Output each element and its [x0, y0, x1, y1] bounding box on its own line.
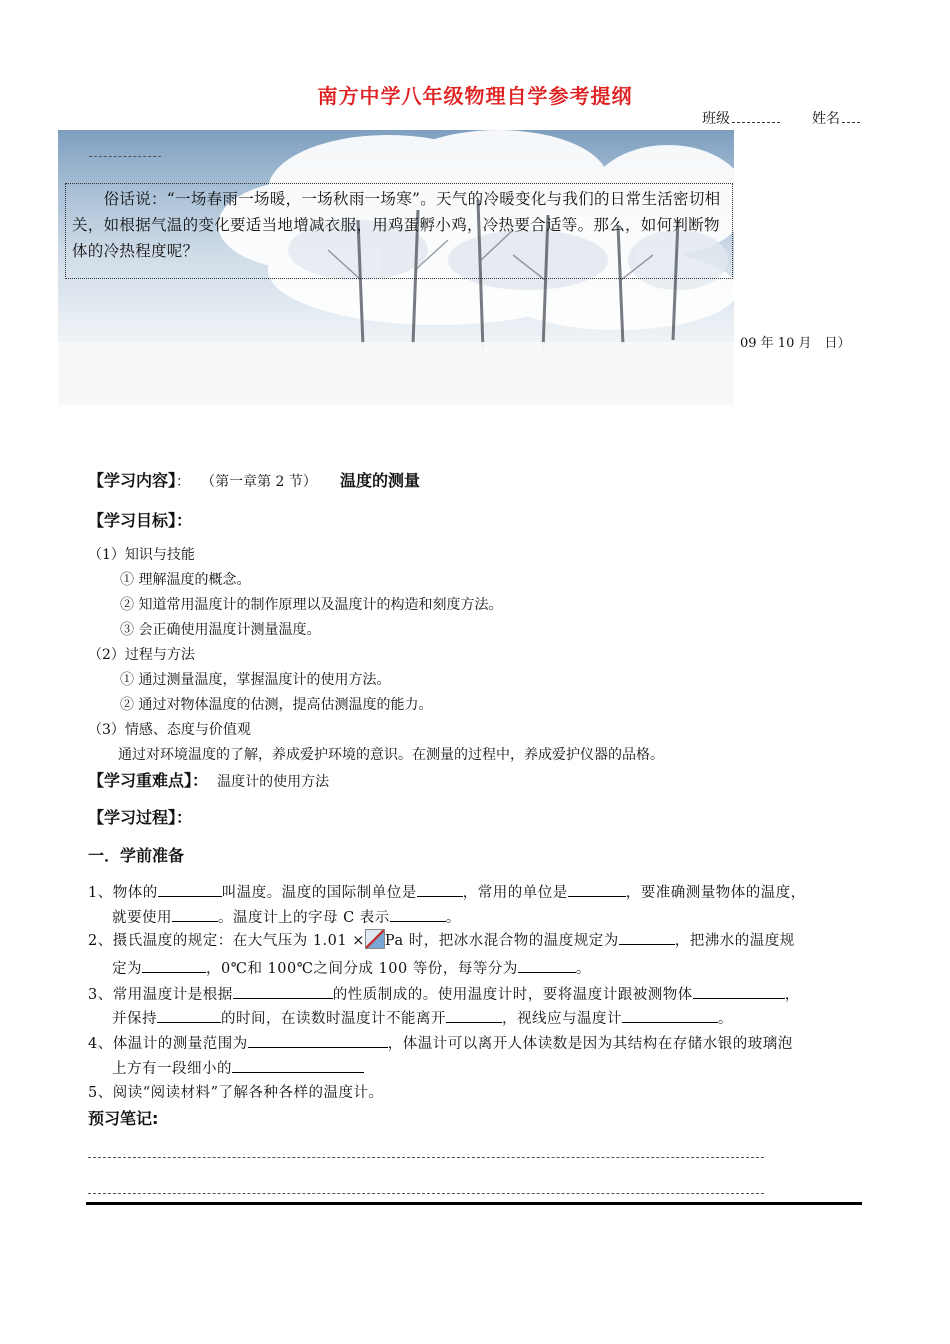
question-text: ，0℃和 100℃之间分成 100 等份，每等分为	[206, 961, 518, 977]
question-text: 并保持	[112, 1011, 157, 1027]
question-text: 4、体温计的测量范围为	[88, 1036, 248, 1052]
answer-blank[interactable]	[172, 906, 218, 922]
question-text: 。温度计上的字母 C 表示	[218, 910, 390, 926]
key-points-text: 温度计的使用方法	[217, 774, 330, 790]
notes-dashed-line[interactable]	[88, 1193, 764, 1194]
bottom-divider	[86, 1202, 862, 1205]
lesson-topic: 温度的测量	[340, 471, 421, 490]
name-label: 姓名	[812, 111, 840, 127]
answer-blank[interactable]	[248, 1032, 388, 1048]
answer-blank[interactable]	[390, 906, 446, 922]
goal-1-title: （1）知识与技能	[88, 547, 195, 563]
question-text: 。	[718, 1011, 733, 1027]
notes-heading: 预习笔记:	[88, 1109, 159, 1128]
exponent-image-icon	[365, 929, 385, 949]
answer-blank[interactable]	[693, 983, 785, 999]
goal-3-text: 通过对环境温度的了解，养成爱护环境的意识。在测量的过程中，养成爱护仪器的品格。	[118, 747, 664, 763]
question-text: 定为	[112, 961, 142, 977]
name-field	[812, 108, 860, 128]
learning-content-row	[88, 468, 420, 491]
class-label: 班级	[702, 111, 730, 127]
question-text: ，常用的单位是	[462, 885, 568, 901]
intro-text-box: 俗话说：“一场春雨一场暖，一场秋雨一场寒”。天气的冷暖变化与我们的日常生活密切相关，如根据气温的变化要适当地增减衣服，用鸡蛋孵小鸡，冷热要合适等。那么，如何判断物体的冷热程度呢？	[65, 183, 733, 279]
goal-2-item: ② 通过对物体温度的估测，提高估测温度的能力。	[120, 697, 433, 713]
answer-blank[interactable]	[233, 983, 333, 999]
question-4-line-1	[88, 1032, 793, 1053]
question-text: ，	[784, 987, 800, 1003]
question-text: 的时间，在读数时温度计不能离开	[221, 1011, 446, 1027]
question-text: ，视线应与温度计	[502, 1011, 622, 1027]
goal-1-item: ② 知道常用温度计的制作原理以及温度计的构造和刻度方法。	[120, 597, 503, 613]
question-text: 上方有一段细小的	[112, 1061, 232, 1077]
question-text: 2、摄氏温度的规定：在大气压为 1.01 ×	[88, 933, 365, 949]
question-2-line-1	[88, 929, 795, 950]
goal-3-title: （3）情感、态度与价值观	[88, 722, 251, 738]
question-3-line-1	[88, 983, 800, 1004]
answer-blank[interactable]	[417, 881, 463, 897]
answer-blank[interactable]	[446, 1007, 502, 1023]
goal-2-title: （2）过程与方法	[88, 647, 195, 663]
page-title: 南方中学八年级物理自学参考提纲	[317, 84, 633, 108]
question-text: 。	[575, 961, 591, 977]
goal-2-item: ① 通过测量温度，掌握温度计的使用方法。	[120, 672, 391, 688]
answer-blank[interactable]	[142, 957, 206, 973]
learning-content-colon: ：	[176, 474, 191, 490]
answer-blank[interactable]	[619, 929, 675, 945]
answer-blank[interactable]	[518, 957, 576, 973]
question-1-line-1	[88, 881, 806, 902]
learning-goals-heading: 【学习目标】：	[88, 511, 193, 530]
key-points-label: 【学习重难点】：	[88, 771, 209, 790]
notes-dashed-line[interactable]	[88, 1157, 764, 1158]
learning-process-heading: 【学习过程】：	[88, 808, 193, 827]
section-heading: 一．学前准备	[88, 846, 185, 865]
question-text: 3、常用温度计是根据	[88, 987, 233, 1003]
learning-content-label: 【学习内容】	[88, 471, 177, 490]
question-text: 的性质制成的。使用温度计时，要将温度计跟被测物体	[332, 987, 693, 1003]
class-field	[702, 108, 780, 128]
date-note: 09 年 10 月 日）	[740, 336, 851, 351]
chapter-label: （第一章第 2 节）	[201, 474, 317, 490]
answer-blank[interactable]	[157, 1007, 221, 1023]
question-text: ，把沸水的温度规	[674, 933, 795, 949]
question-text: Pa 时，把冰水混合物的温度规定为	[384, 933, 619, 949]
answer-blank[interactable]	[568, 881, 626, 897]
question-text: 1、物体的	[88, 885, 158, 901]
goal-1-item: ③ 会正确使用温度计测量温度。	[120, 622, 321, 638]
answer-blank[interactable]	[622, 1007, 718, 1023]
answer-blank[interactable]	[232, 1057, 364, 1073]
question-3-line-2	[112, 1007, 733, 1028]
key-points-row	[88, 768, 329, 791]
question-text: 叫温度。温度的国际制单位是	[221, 885, 417, 901]
class-blank[interactable]	[732, 110, 780, 123]
question-2-line-2	[112, 957, 591, 978]
goal-1-item: ① 理解温度的概念。	[120, 572, 251, 588]
question-text: ，体温计可以离开人体读数是因为其结构在存储水银的玻璃泡	[387, 1036, 793, 1052]
name-blank[interactable]	[842, 110, 860, 123]
question-5: 5、阅读“阅读材料”了解各种各样的温度计。	[88, 1085, 384, 1101]
question-text: 就要使用	[112, 910, 172, 926]
question-1-line-2	[112, 906, 461, 927]
answer-blank[interactable]	[158, 881, 222, 897]
question-4-line-2	[112, 1057, 364, 1078]
question-text: 。	[445, 910, 461, 926]
question-text: ，要准确测量物体的温度，	[625, 885, 806, 901]
